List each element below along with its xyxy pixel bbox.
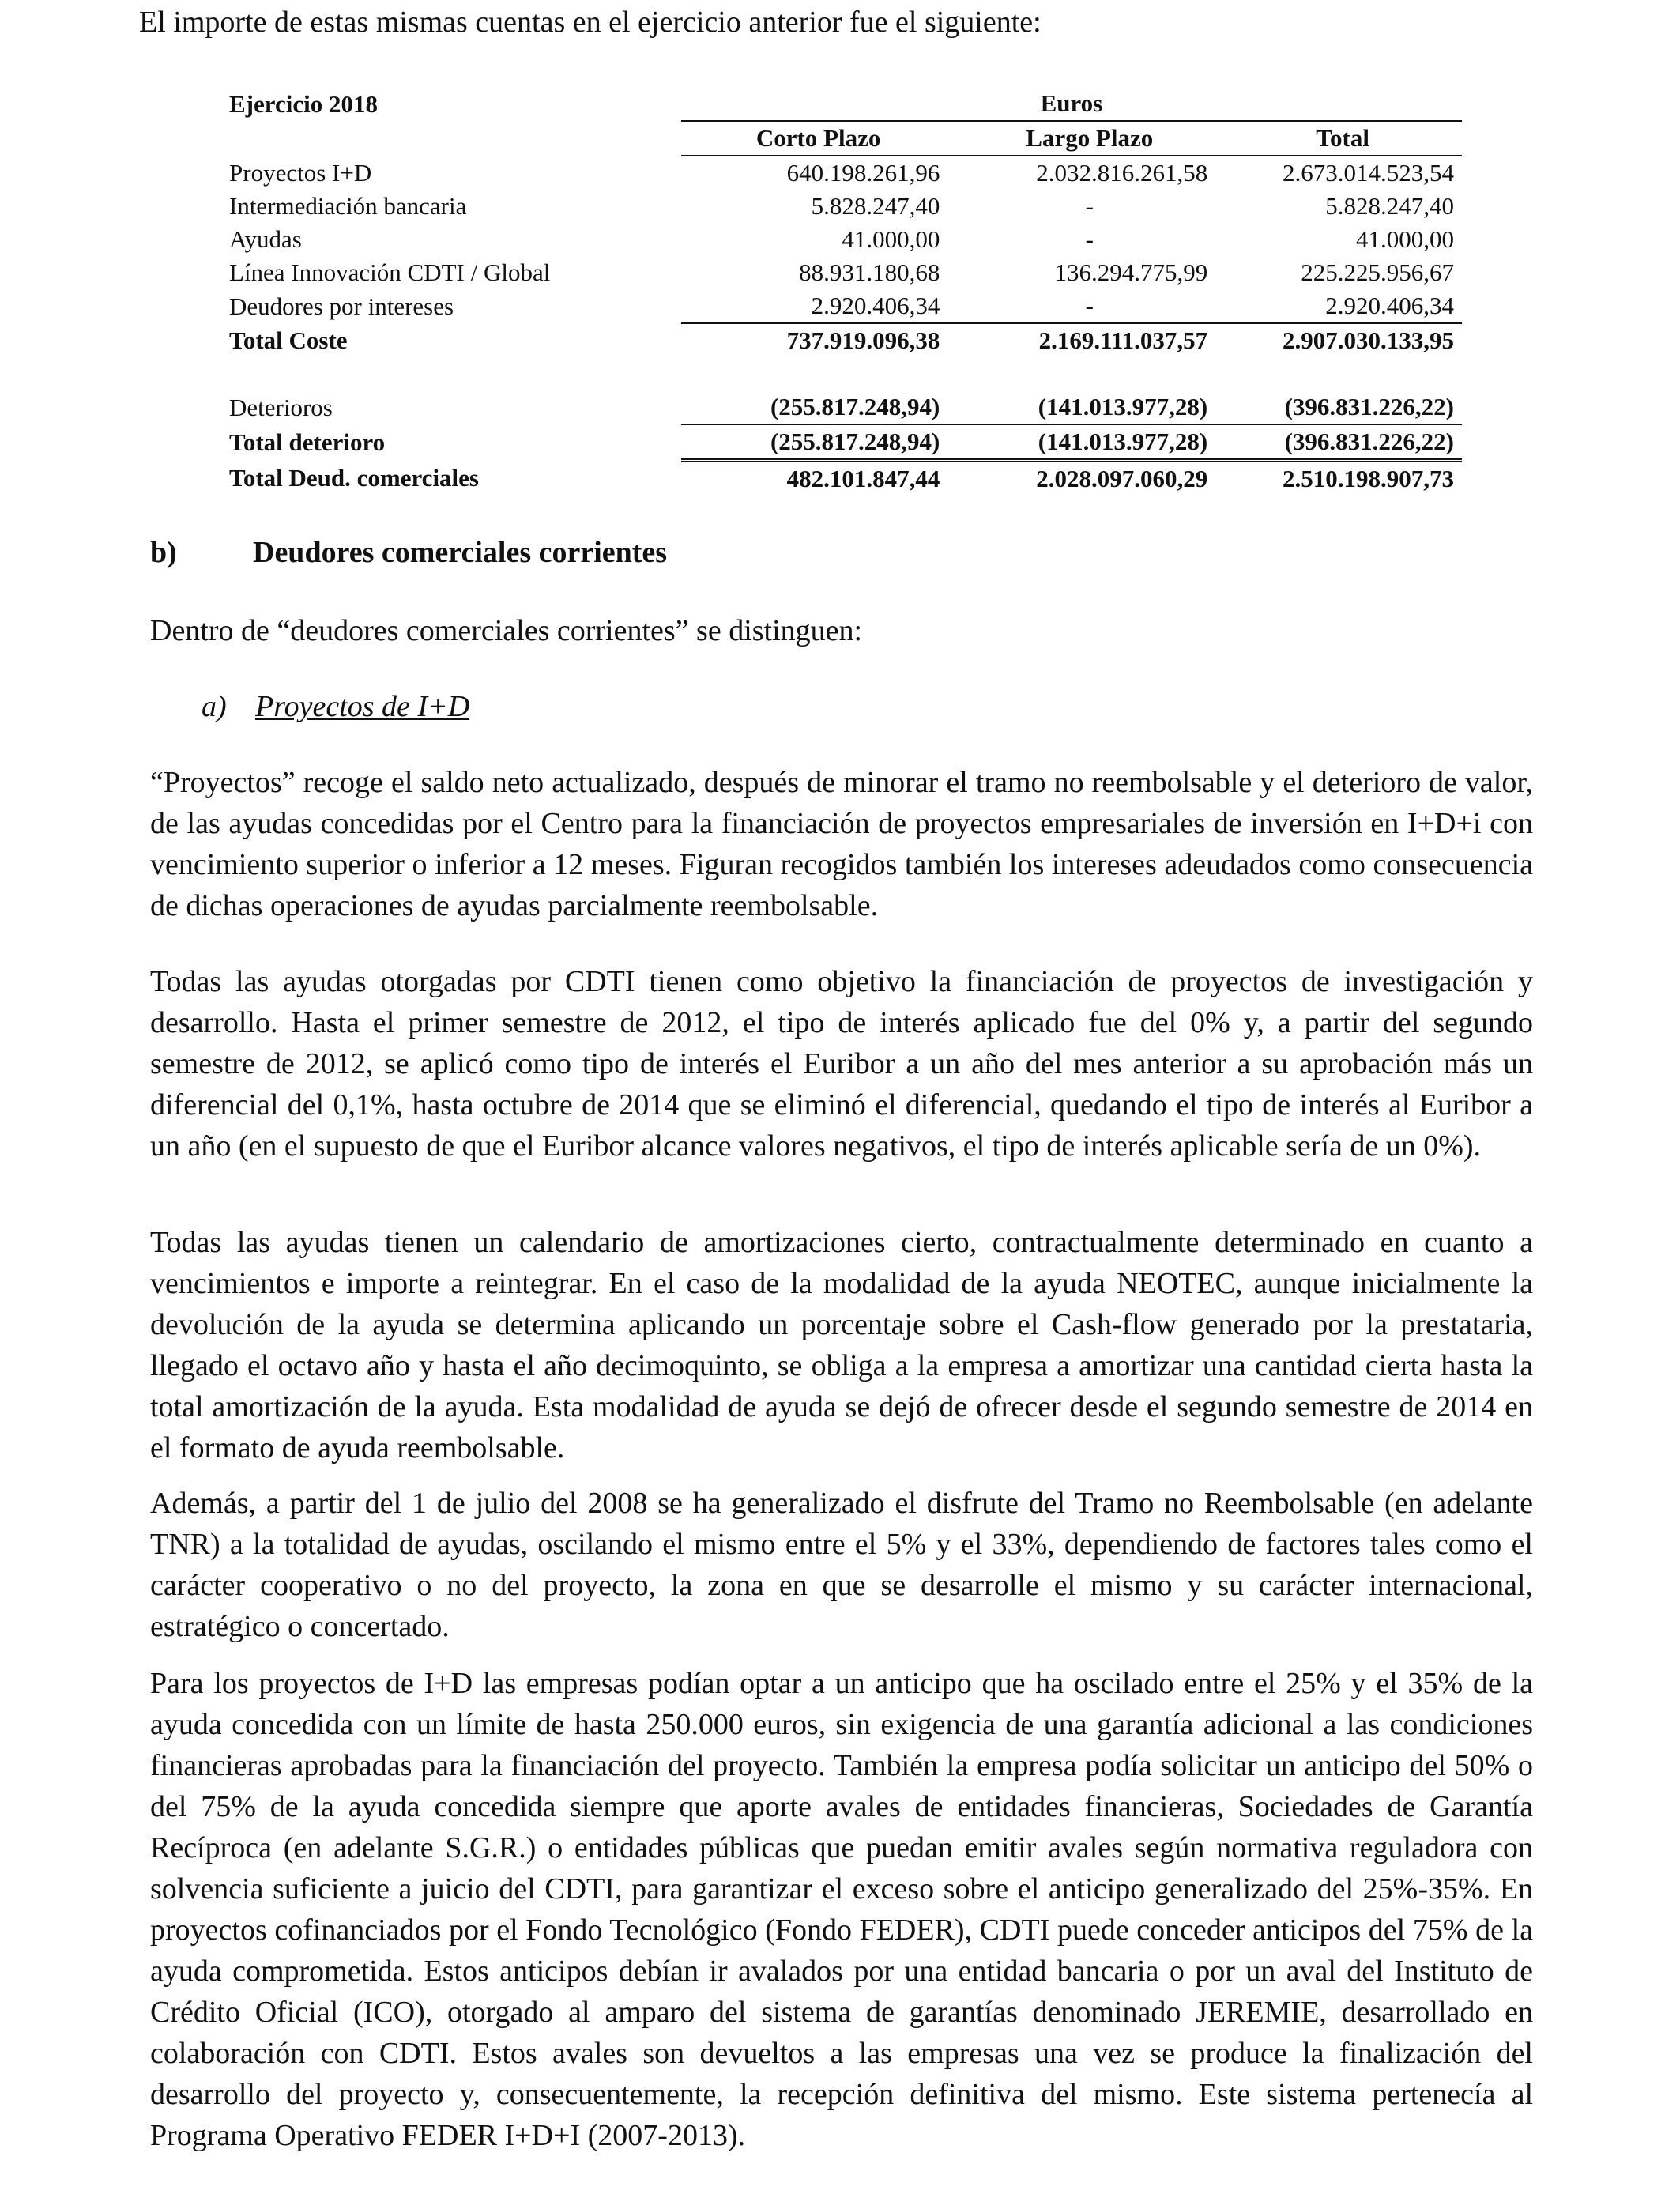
cell-total: (396.831.226,22) [1223,424,1462,461]
row-label: Deterioros [229,393,333,421]
table-row [229,223,1462,256]
cell-short: 2.920.406,34 [811,292,940,319]
row-label: Total deterioro [229,428,386,456]
table-row [229,256,1462,289]
cell-long: 2.169.111.037,57 [955,323,1223,357]
row-label: Línea Innovación CDTI / Global [229,258,551,286]
cell-short: 41.000,00 [842,225,940,253]
section-intro: Dentro de “deudores comerciales corrientes” se distinguen: [150,614,863,647]
col-header-long: Largo Plazo [1026,124,1154,152]
cell-total: (396.831.226,22) [1284,393,1454,420]
section-letter: b) [150,536,177,569]
row-label: Ayudas [229,225,302,253]
paragraph-amortizaciones: Todas las ayudas tienen un calendario de amortizaciones cierto, contractualmente determinado en cuanto a vencimientos e importe a reintegrar. En el caso de la modalidad de la ayuda NEOTEC, aunque inicialmente la devolución de la ayuda se determina aplicando un porcentaje sobre el Cash-flow generado por la prestataria, llegado el octavo año y hasta el año decimoquinto, se obliga a la empresa a amortizar una cantidad cierta hasta la total amortización de la ayuda. Esta modalidad de ayuda se dejó de ofrecer desde el segundo semestre de 2014 en el formato de ayuda reembolsable. [150,1226,1533,1465]
currency-header: Euros [681,87,1462,121]
table-row [229,156,1462,190]
section-title: Deudores comerciales corrientes [253,536,668,569]
table-row [229,289,1462,323]
cell-short: 88.931.180,68 [799,258,940,286]
column-header-row [229,121,1462,156]
total-deud-row [229,461,1462,496]
intro-text: El importe de estas mismas cuentas en el ejercicio anterior fue el siguiente: [139,6,1042,39]
subsection-a-heading [202,686,469,727]
total-coste-row [229,323,1462,357]
subsection-letter: a) [202,690,227,723]
cell-short: 640.198.261,96 [681,156,956,190]
cell-long: 136.294.775,99 [1054,258,1208,286]
cell-long: 2.028.097.060,29 [1036,465,1208,492]
cell-short: (255.817.248,94) [770,393,940,420]
paragraph-proyectos: “Proyectos” recoge el saldo neto actualizado, después de minorar el tramo no reembolsable y el deterioro de valor, de las ayudas concedidas por el Centro para la financiación de proyectos empresariales de inversión en I+D+i con vencimiento superior o inferior a 12 meses. Figuran recogidos también los intereses adeudados como consecuencia de dichas operaciones de ayudas parcialmente reembolsable. [150,766,1533,922]
cell-long: (141.013.977,28) [955,424,1223,461]
cell-short: 482.101.847,44 [786,465,940,492]
cell-total: 2.510.198.907,73 [1283,465,1454,492]
cell-total: 5.828.247,40 [1325,192,1454,220]
section-b-heading [150,533,667,572]
paragraph-anticipos: Para los proyectos de I+D las empresas podían optar a un anticipo que ha oscilado entre el 25% y el 35% de la ayuda concedida con un límite de hasta 250.000 euros, sin exigencia de una garantía adicional a las condiciones financieras aprobadas para la financiación del proyecto. También la empresa podía solicitar un anticipo del 50% o del 75% de la ayuda concedida siempre que aporte avales de entidades financieras, Sociedades de Garantía Recíproca (en adelante S.G.R.) o entidades públicas que puedan emitir avales según normativa reguladora con solvencia suficiente a juicio del CDTI, para garantizar el exceso sobre el anticipo generalizado del 25%-35%. En proyectos cofinanciados por el Fondo Tecnológico (Fondo FEDER), CDTI puede conceder anticipos del 75% de la ayuda comprometida. Estos anticipos debían ir avalados por una entidad bancaria o por un aval del Instituto de Crédito Oficial (ICO), otorgado al amparo del sistema de garantías denominado JEREMIE, desarrollado en colaboración con CDTI. Estos avales son devueltos a las empresas una vez se produce la finalización del desarrollo del proyecto y, consecuentemente, la recepción definitiva del mismo. Este sistema pertenecía al Programa Operativo FEDER I+D+I (2007-2013). [150,1667,1533,2152]
row-label: Deudores por intereses [229,292,454,320]
cell-total: 2.907.030.133,95 [1223,323,1462,357]
cell-total: 2.920.406,34 [1325,292,1454,319]
cell-total: 41.000,00 [1356,225,1454,253]
row-label: Proyectos I+D [229,158,372,187]
cell-short: 737.919.096,38 [681,323,956,357]
row-label: Total Coste [229,326,348,354]
cell-total: 225.225.956,67 [1301,258,1454,286]
cell-long: 2.032.816.261,58 [955,156,1223,190]
col-header-short: Corto Plazo [755,124,881,152]
cell-long: - [1085,292,1094,319]
deterioros-row [229,390,1462,424]
cell-long: - [1085,225,1094,253]
table-header-row [229,87,1462,121]
subsection-title: Proyectos de I+D [255,690,470,723]
cell-long: (141.013.977,28) [1038,393,1208,420]
cell-total: 2.673.014.523,54 [1223,156,1462,190]
paragraph-tnr: Además, a partir del 1 de julio del 2008 se ha generalizado el disfrute del Tramo no Reembolsable (en adelante TNR) a la totalidad de ayudas, oscilando el mismo entre el 5% y el 33%, dependiendo de factores tales como el carácter cooperativo o no del proyecto, la zona en que se desarrolle el mismo y su carácter internacional, estratégico o concertado. [150,1487,1533,1643]
cell-short: (255.817.248,94) [681,424,956,461]
receivables-table [229,87,1462,496]
row-label: Total Deud. comerciales [229,463,479,492]
paragraph-tipo-interes: Todas las ayudas otorgadas por CDTI tienen como objetivo la financiación de proyectos de investigación y desarrollo. Hasta el primer semestre de 2012, el tipo de interés aplicado fue del 0% y, a partir del segundo semestre de 2012, se aplicó como tipo de interés el Euribor a un año del mes anterior a su aprobación más un diferencial del 0,1%, hasta octubre de 2014 que se eliminó el diferencial, quedando el tipo de interés al Euribor a un año (en el supuesto de que el Euribor alcance valores negativos, el tipo de interés aplicable sería de un 0%). [150,965,1533,1163]
row-label: Intermediación bancaria [229,192,467,220]
cell-long: - [1085,192,1094,220]
cell-short: 5.828.247,40 [811,192,940,220]
table-row [229,190,1462,223]
total-deterioro-row [229,424,1462,461]
col-header-total: Total [1316,124,1369,152]
year-label: Ejercicio 2018 [229,89,378,118]
